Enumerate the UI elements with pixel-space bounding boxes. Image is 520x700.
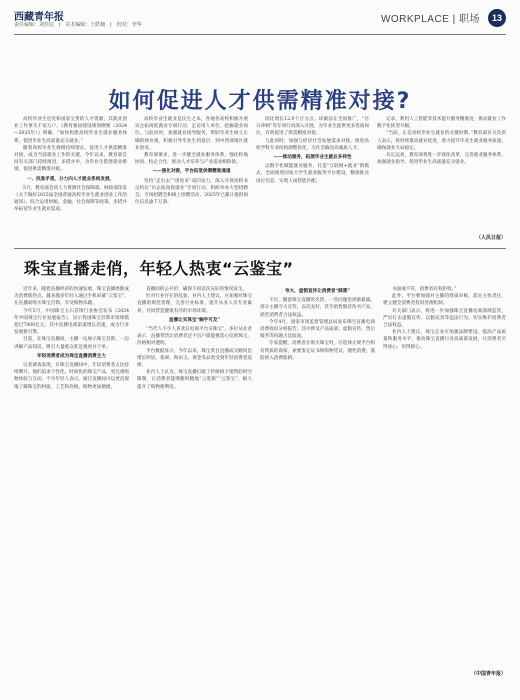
subheading: 直播让买珠宝“触手可及”	[168, 317, 221, 323]
subheading: 年轻消费者成为珠宝直播消费主力	[37, 353, 106, 359]
paragraph: 业内人士认为，珠宝直播打破了传统线下销售的时空限制，让消费者能够随时随地“云逛街”“云鉴宝”，极大提升了购物便利度。	[137, 370, 252, 390]
header-rule	[14, 34, 506, 35]
article2-column-4	[383, 286, 506, 666]
article1-column-3	[256, 116, 369, 242]
page-number-badge: 13	[488, 9, 506, 27]
subheading: ——推动服务，拓展毕业生就业多样性	[273, 155, 352, 161]
issue-info: 责任编辑：刘佳辰 | 美术编辑：王皓楠 | 校对：李华	[14, 22, 142, 28]
subheading: 夸大、虚假宣传让消费者“踩雷”	[284, 289, 350, 294]
paragraph: 近年来，随着直播经济的快速发展，珠宝直播逐渐成为消费新热点。越来越多年轻人通过手机屏幕“云鉴宝”，在直播间购买珠宝首饰，享受购物乐趣。	[14, 287, 129, 307]
article1-byline: （人民日报）	[475, 235, 506, 241]
paragraph: 书面或不符，消费者有权拒收。”	[392, 287, 457, 292]
paragraph: “当代人不少人喜欢在电商平台买珠宝”，多位从业者表示，直播带货让消费者足不出户就能挑选心仪的珠宝，价格相对透明。	[137, 327, 252, 347]
paragraph: 专家提醒，消费者在购买珠宝时，应选择正规平台和有资质的商家，索要鉴定证书和购物凭证，理性消费，谨防掉入消费陷阱。	[260, 341, 375, 361]
paragraph: 以数字化赋能就业服务，打造“互联网+就业”新模式，全面推进国家大学生就业服务平台建设，精准推送岗位信息，实现人岗智能匹配。	[256, 164, 369, 184]
paragraph: 目前，在珠宝直播间，主播一边展示珠宝首饰，一边讲解产品知识，吸引大量观众驻足观看并下单。	[14, 337, 129, 350]
article1-headline: 如何促进人才供需精准对接?	[108, 89, 412, 114]
paragraph: 同比增长12.9个百分点。该做法在全国推广，“百日冲刺”等专项行动深入开展，为毕业生提供更多优质岗位，有效促进了供需精准对接。	[256, 117, 369, 137]
section-title: WORKPLACE | 职场	[380, 14, 480, 25]
paragraph: 记录，利用人工智能等技术提升服务精准度，推动就业工作数字化转型升级。	[377, 117, 506, 130]
paragraph: 直播间的公开价，确保不同以次充好的情况发生。	[146, 287, 248, 292]
paragraph: 业内人士建议，珠宝企业应加强品牌建设，提高产品质量和服务水平，推动珠宝直播行业高质量发展，让消费者买得放心、用得舒心。	[383, 330, 506, 350]
article1-column-4	[377, 116, 506, 240]
article2-column-3	[260, 286, 375, 684]
paragraph: “当前，正是高校毕业生就业的关键时期，”教育部有关负责人表示，将持续推动就业促进，着力提升毕业生就业服务质量，确保就业大局稳定。	[377, 131, 506, 151]
paragraph: 坚持“走出去”“请进来”双向发力，深入开展高校书记校长“访企拓岗促就业”专项行动，组织举办大型招聘会、专场招聘会和线上招聘活动，2025年已累计提供岗位信息逾千万条。	[135, 178, 248, 206]
paragraph: 高校毕业生就业是民生之本，各地各高校积极开展访企拓岗促就业专项行动，走访用人单位，挖掘就业岗位。与此同时，加强就业指导服务，帮助毕业生树立正确的择业观，积极引导毕业生到基层、到中西部地区就业创业。	[135, 117, 248, 151]
paragraph: 今年4月，国家市场监督管理总局发布珠宝直播电商消费投诉分析报告，其中涉及产品质量、虚假宣传、售后服务等问题占比较高。	[260, 319, 375, 340]
paragraph: 高校毕业生是党和国家宝贵的人才资源，其就业创业工作事关千家万户。《教育强国建设规划纲要（2024—2035年）》明确，“加快构建高校毕业生就业服务体系，促进毕业生高质量充分就业。”	[14, 117, 127, 144]
paragraph: 有关部门表示，将进一步加强珠宝直播电商领域监管，严厉打击虚假宣传、以假充真等违法行为，切实维护消费者合法权益。	[383, 308, 506, 329]
subheading: ——强化对接，平台拓宽供需精准通道	[152, 169, 231, 175]
article2-headline: 珠宝直播走俏，年轻人热衷“云鉴宝”	[24, 259, 294, 278]
paragraph: 今年5月，中国珠宝玉石首饰行业协会发布《2024年中国珠宝行业发展报告》，显示我国珠宝首饰市场规模超过7000亿元，其中直播电商渠道增长迅速，成为行业发展新引擎。	[14, 308, 129, 336]
paragraph: 与此同时，加强与经济社会发展需求对接，推进高校学科专业结构调整优化，为社会输送高素质人才。	[256, 138, 369, 151]
article2-byline: （中国青年报）	[470, 671, 506, 677]
masthead	[14, 8, 506, 32]
paragraph: 教育部要求，进一步健全就业服务体系，强化校地协同、校企合作，推动人才培养与产业需求相衔接。	[135, 153, 248, 166]
paragraph: 从长远看，教育部将进一步深化改革，完善就业服务体系，加强就业指导，促进毕业生高质量充分就业。	[377, 153, 506, 166]
paragraph: 不过，随着珠宝直播的火热，一些问题也逐渐暴露。部分主播夸大宣传、以次充好，甚至销售假冒伪劣产品，损害消费者合法权益。	[260, 298, 375, 318]
paragraph: 针对行业存在的乱象，业内人士建议，应加强对珠宝直播的规范管理，完善行业标准，提升从业人员专业素养，共同营造健康有序的市场环境。	[137, 294, 252, 314]
paragraph: 5月，教育部会同人力资源社会保障部、财政部印发《关于做好2025届全国普通高校毕业生就业创业工作的通知》，综合运用财税、金融、社会保障等政策，多措并举拓宽毕业生就业渠道。	[14, 185, 127, 213]
paper-name: 西藏青年报	[14, 12, 64, 23]
paragraph: 记者调查发现，在珠宝直播间中，年轻消费者占比持续攀升。他们追求个性化、时尚化的珠宝产品，更注重购物体验与互动。不少年轻人表示，通过直播间可以更直观地了解珠宝的材质、工艺和价格，购物更加便捷。	[14, 363, 129, 390]
article2-column-2	[137, 286, 252, 684]
article1-column-1	[14, 116, 127, 242]
paragraph: 此外，平台要加强对主播的资质审核，落实主体责任，建立健全消费者投诉处理机制。	[383, 294, 506, 307]
article1-column-2	[135, 116, 248, 242]
paragraph: 平台数据显示，今年以来，珠宝类目直播成交额同比增长明显，翡翠、和田玉、黄金等品类受到年轻消费者追捧。	[137, 348, 252, 369]
article-divider	[14, 248, 506, 249]
subheading: 一、找准矛盾，分力向人才就业系统发展，	[26, 176, 115, 182]
paragraph: 随着高校毕业生规模持续增长，促进人才供需精准对接，成为当前就业工作的关键。今年以来，教育部会同有关部门持续推进，多措并举，为毕业生搭建就业桥梁，促进供需精准对接。	[14, 145, 127, 173]
article2-column-1	[14, 286, 129, 684]
